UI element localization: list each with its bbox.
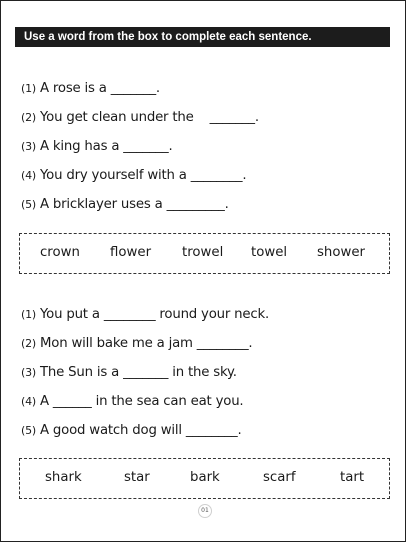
question-number: (5) — [21, 424, 36, 437]
word-option: shark — [45, 470, 82, 485]
word-option: bark — [190, 470, 220, 485]
question-number: (4) — [21, 169, 36, 182]
question-number: (2) — [21, 337, 36, 350]
word-option: tart — [340, 470, 365, 485]
word-option: towel — [251, 245, 288, 260]
section2-question-2 — [21, 336, 252, 351]
section1-question-4 — [21, 168, 246, 183]
section1-question-3 — [21, 139, 172, 154]
question-text: The Sun is a _______ in the sky. — [39, 365, 237, 380]
section1-question-1 — [21, 81, 160, 96]
section1-question-5 — [21, 197, 229, 212]
question-number: (2) — [21, 111, 36, 124]
word-option: crown — [40, 245, 80, 260]
section2-question-3 — [21, 365, 237, 380]
word-option: shower — [317, 245, 366, 260]
word-option: trowel — [182, 245, 224, 260]
question-text: You get clean under the _______. — [39, 110, 259, 125]
question-number: (1) — [21, 82, 36, 95]
question-text: A king has a _______. — [39, 139, 173, 154]
question-number: (3) — [21, 140, 36, 153]
question-number: (3) — [21, 366, 36, 379]
word-box-1 — [19, 233, 390, 274]
question-text: A bricklayer uses a _________. — [39, 197, 229, 212]
word-option: star — [124, 470, 150, 485]
section2-question-4 — [21, 394, 243, 409]
question-number: (5) — [21, 198, 36, 211]
question-text: A good watch dog will ________. — [39, 423, 242, 438]
page-number-badge: 01 — [198, 504, 212, 518]
word-option: flower — [110, 245, 152, 260]
question-number: (1) — [21, 308, 36, 321]
question-number: (4) — [21, 395, 36, 408]
instruction-banner: Use a word from the box to complete each sentence. — [15, 27, 390, 47]
word-option: scarf — [263, 470, 296, 485]
section2-question-5 — [21, 423, 242, 438]
question-text: You dry yourself with a ________. — [39, 168, 247, 183]
question-text: Mon will bake me a jam ________. — [39, 336, 253, 351]
word-box-2 — [19, 458, 390, 499]
question-text: You put a ________ round your neck. — [39, 307, 270, 322]
section2-question-1 — [21, 307, 269, 322]
question-text: A ______ in the sea can eat you. — [39, 394, 244, 409]
section1-question-2 — [21, 110, 259, 125]
question-text: A rose is a _______. — [39, 81, 160, 96]
